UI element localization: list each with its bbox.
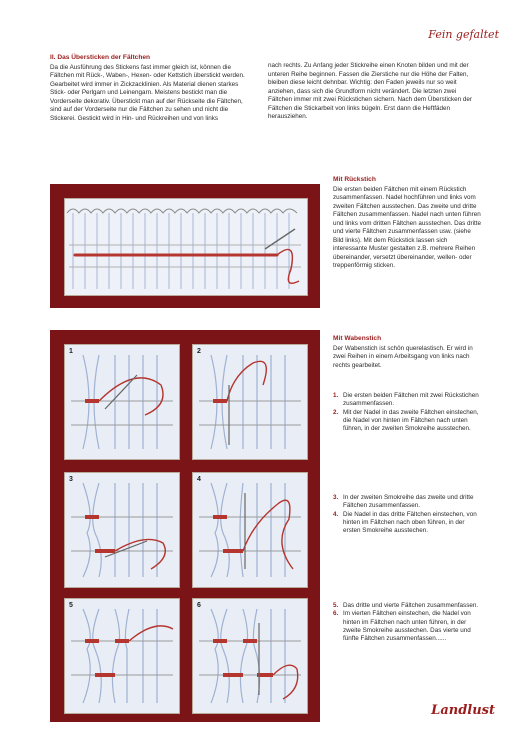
rueckstich-text: Die ersten beiden Fältchen mit einem Rückstich zusammenfassen. Nadel hochführen und links vom zweiten Fältchen ausstechen. Das zweite und dritte Fältchen zusammenfassen. Nadel nach unten führen und links vom dritten Fältchen ausstechen. Das dritte und vierte Fältchen zusammenfassen usw. (siehe Bild links). Mit dem Rückstick lassen sich interessante Muster gestalten z.B. mehrere Reihen übereinander, versetzt übereinander, wellen- oder treppenförmig sticken. [333, 185, 482, 269]
step-item [333, 511, 483, 536]
intro-text-left: Da die Ausführung des Stickens fast immer gleich ist, können die Fältchen mit Rück-, Waben-, Hexen- oder Kettstich überstickt werden. Gearbeitet wird immer in Zickzacklinien. Als Material dienen starkes Stick- oder Perlgarn und Leinengarn. Meistens bestickt man die Vorderseite dekorativ. Überstickt man auf der Rückseite die Fältchen, sind auf der Vorderseite nur die Fältchen zu sehen und nicht die Stickerei. Gestickt wird in Hin- und Rückreihen und von links [50, 63, 245, 122]
step-item [333, 494, 483, 511]
wabenstich-step-drawing [193, 599, 307, 713]
step-item-text: In der zweiten Smokreihe das zweite und dritte Fältchen zusammenfassen. [343, 494, 474, 510]
wabenstich-step-drawing [65, 345, 179, 459]
step-item-text: Im vierten Fältchen einstechen, die Nadel von hinten im Fältchen nach unten führen, in der zweite Smokreihe ausstechen. Das vierte und fünfte Fältchen zusammenfassen...... [343, 610, 471, 643]
wabenstich-step-drawing [193, 473, 307, 587]
step-item-number: 4. [333, 510, 339, 518]
step-number: 1 [69, 348, 73, 355]
wabenstich-block [333, 335, 483, 370]
intro-column-right [268, 62, 480, 122]
steps-3-4 [333, 494, 483, 535]
wabenstich-step-drawing [65, 599, 179, 713]
step-item-text: Die ersten beiden Fältchen mit zwei Rückstichen zusammenfassen. [343, 392, 479, 408]
step-item-number: 3. [333, 494, 339, 501]
wabenstich-step-drawing [65, 473, 179, 587]
section-title: II. Das Übersticken der Fältchen [50, 54, 151, 61]
wabenstich-intro: Der Wabenstich ist schön querelastisch. Er wird in zwei Reihen in einem Arbeitsgang von links nach rechts gearbeitet. [333, 344, 473, 369]
step-number: 2 [197, 348, 201, 355]
step-item-number: 2. [333, 408, 339, 416]
step-illustration-2 [192, 344, 308, 460]
step-item [333, 392, 483, 409]
step-number: 6 [197, 602, 201, 609]
step-illustration-4 [192, 472, 308, 588]
step-illustration-3 [64, 472, 180, 588]
step-item-text: Das dritte und vierte Fältchen zusammenfassen. [343, 602, 479, 609]
steps-5-6 [333, 602, 483, 643]
step-item-number: 6. [333, 610, 339, 618]
step-item [333, 610, 483, 643]
step-illustration-6 [192, 598, 308, 714]
wabenstich-step-drawing [193, 345, 307, 459]
step-number: 4 [197, 476, 201, 483]
smocking-pleats-drawing [65, 199, 307, 295]
rueckstich-title: Mit Rückstich [333, 176, 376, 183]
rueckstich-illustration [64, 198, 308, 296]
step-item [333, 602, 483, 610]
step-item [333, 409, 483, 434]
step-item-text: Mit der Nadel in das zweite Fältchen einstechen, die Nadel von hinten im Fältchen nach unten führen, in der zweiten Smokreihe ausstechen. [343, 408, 479, 433]
step-number: 5 [69, 602, 73, 609]
header-brand: Fein gefaltet [428, 28, 499, 41]
step-item-number: 5. [333, 602, 339, 609]
rueckstich-block [333, 176, 483, 271]
wabenstich-title: Mit Wabenstich [333, 335, 382, 342]
step-number: 3 [69, 476, 73, 483]
landlust-logo: Landlust [431, 703, 495, 718]
intro-column-left [50, 54, 250, 123]
intro-text-right: nach rechts. Zu Anfang jeder Stickreihe einen Knoten bilden und mit der unteren Reihe beginnen. Fassen die Zierstiche nur die Höhe der Falten, bleiben diese leicht dehnbar. Wichtig: den Faden jeweils nur so weit anziehen, dass sich die Grundform nicht verändert. Die letzten zwei Fältchen immer mit zwei Rückstichen sichern. Nach dem Übersticken der Fältchen die Stickarbeit von links bügeln. Erst dann die Heftfäden herausziehen. [268, 62, 473, 120]
step-item-number: 1. [333, 392, 339, 399]
step-illustration-1 [64, 344, 180, 460]
steps-1-2 [333, 392, 483, 433]
step-illustration-5 [64, 598, 180, 714]
step-item-text: Die Nadel in das dritte Fältchen einstechen, von hinten im Fältchen nach oben führen, in der ersten Smokreihe ausstechen. [343, 510, 477, 535]
